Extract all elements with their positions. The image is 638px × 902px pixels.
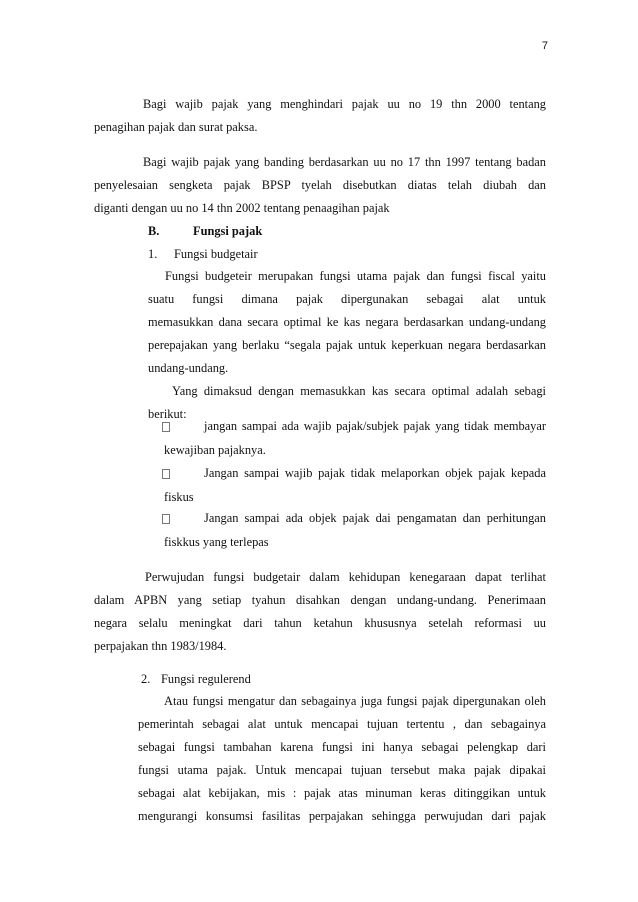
paragraph-line: Atau fungsi mengatur dan sebagainya juga fungsi pajak dipergunakan oleh: [164, 694, 546, 708]
section-title: Fungsi pajak: [193, 224, 263, 238]
paragraph-line: penyelesaian sengketa pajak BPSP tyelah disebutkan diatas telah diubah dan: [94, 178, 546, 192]
subsection-number: 2.: [141, 672, 151, 686]
paragraph-line: sebagai fungsi tambahan karena fungsi ini hanya sebagai pelengkap dari: [138, 740, 546, 754]
paragraph-line: pemerintah sebagai alat untuk mencapai tujuan tertentu , dan sebagainya: [138, 717, 546, 731]
paragraph-line: Yang dimaksud dengan memasukkan kas secara optimal adalah sebagi: [172, 384, 546, 398]
paragraph-line: undang-undang.: [148, 361, 229, 375]
list-item-text: fiskus: [164, 490, 194, 504]
list-item-text: Jangan sampai ada objek pajak dai pengamatan dan perhitungan: [204, 511, 546, 525]
paragraph-line: sebagai alat kebijakan, mis : pajak atas minuman keras ditinggikan untuk: [138, 786, 546, 800]
section-letter: B.: [148, 224, 160, 238]
paragraph-line: perpajakan thn 1983/1984.: [94, 639, 227, 653]
paragraph-line: dalam APBN yang setiap tyahun disahkan dengan undang-undang. Penerimaan: [94, 593, 546, 607]
checkbox-bullet-icon: [162, 469, 170, 479]
paragraph-line: penagihan pajak dan surat paksa.: [94, 120, 258, 134]
list-item: [138, 414, 546, 462]
paragraph-line: Fungsi budgeteir merupakan fungsi utama pajak dan fungsi fiscal yaitu: [165, 269, 546, 283]
paragraph-line: Bagi wajib pajak yang menghindari pajak uu no 19 thn 2000 tentang: [143, 97, 546, 111]
subsection-title: Fungsi budgetair: [174, 247, 258, 261]
list-item: [138, 506, 546, 554]
subsection-title: Fungsi regulerend: [161, 672, 251, 686]
checkbox-bullet-icon: [162, 422, 170, 432]
list-item-text: kewajiban pajaknya.: [164, 443, 266, 457]
paragraph-line: perepajakan yang berlaku “segala pajak untuk keperkuan negara berdasarkan: [148, 338, 546, 352]
paragraph-line: berikut:: [148, 407, 187, 421]
list-item-text: jangan sampai ada wajib pajak/subjek pajak yang tidak membayar: [204, 419, 546, 433]
page-number: 7: [541, 40, 548, 52]
paragraph-line: Bagi wajib pajak yang banding berdasarkan uu no 17 thn 1997 tentang badan: [143, 155, 546, 169]
list-item-text: fiskkus yang terlepas: [164, 535, 269, 549]
list-item-text: Jangan sampai wajib pajak tidak melaporkan objek pajak kepada: [204, 466, 546, 480]
paragraph-line: suatu fungsi dimana pajak dipergunakan sebagai alat untuk: [148, 292, 546, 306]
subsection-number: 1.: [148, 247, 158, 261]
paragraph-line: memasukkan dana secara optimal ke kas negara berdasarkan undang-undang: [148, 315, 546, 329]
list-item: [138, 461, 546, 509]
checkbox-bullet-icon: [162, 514, 170, 524]
paragraph-line: fungsi utama pajak. Untuk mencapai tujuan tersebut maka pajak dipakai: [138, 763, 546, 777]
paragraph-line: diganti dengan uu no 14 thn 2002 tentang penaagihan pajak: [94, 201, 390, 215]
paragraph-line: negara selalu meningkat dari tahun ketahun khususnya setelah reformasi uu: [94, 616, 546, 630]
paragraph-line: Perwujudan fungsi budgetair dalam kehidupan kenegaraan dapat terlihat: [145, 570, 546, 584]
paragraph-line: mengurangi konsumsi fasilitas perpajakan sehingga perwujudan dari pajak: [138, 809, 546, 823]
